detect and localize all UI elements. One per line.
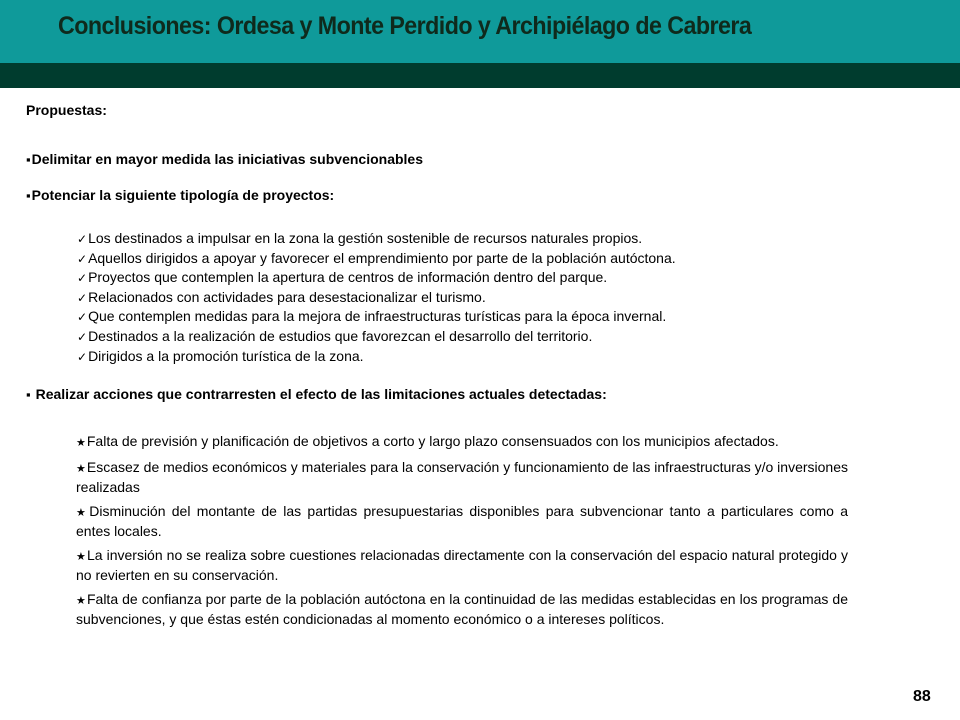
project-types-list xyxy=(77,229,777,366)
title-band xyxy=(0,0,960,63)
slide-title: Conclusiones: Ordesa y Monte Perdido y Archipiélago de Cabrera xyxy=(58,12,752,40)
list-item: ✓ Aquellos dirigidos a apoyar y favorecer el emprendimiento por parte de la población autóctona. xyxy=(77,249,777,269)
list-item: ✓ Los destinados a impulsar en la zona la gestión sostenible de recursos naturales propios. xyxy=(77,229,777,249)
proposals-heading: Propuestas: xyxy=(26,102,107,118)
title-underline-band xyxy=(0,63,960,88)
list-item: ★ Falta de previsión y planificación de objetivos a corto y largo plazo consensuados con los municipios afectados. xyxy=(76,432,848,453)
proposal-delimit: ▪ Delimitar en mayor medida las iniciativas subvencionables xyxy=(26,151,423,167)
proposal-counteract: ▪ Realizar acciones que contrarresten el efecto de las limitaciones actuales detectadas: xyxy=(26,386,607,402)
page-number: 88 xyxy=(913,688,931,705)
list-item: ★ La inversión no se realiza sobre cuestiones relacionadas directamente con la conservación del espacio natural protegido y no revierten en su conservación. xyxy=(76,546,848,585)
list-item: ✓ Destinados a la realización de estudios que favorezcan el desarrollo del territorio. xyxy=(77,327,777,347)
limitations-list xyxy=(76,432,848,634)
list-item: ★ Escasez de medios económicos y materiales para la conservación y funcionamiento de las infraestructuras y/o inversiones realizadas xyxy=(76,458,848,497)
list-item: ✓ Que contemplen medidas para la mejora de infraestructuras turísticas para la época invernal. xyxy=(77,307,777,327)
list-item: ✓ Proyectos que contemplen la apertura de centros de información dentro del parque. xyxy=(77,268,777,288)
list-item: ✓ Relacionados con actividades para desestacionalizar el turismo. xyxy=(77,288,777,308)
list-item: ★ Disminución del montante de las partidas presupuestarias disponibles para subvencionar tanto a particulares como a entes locales. xyxy=(76,502,848,541)
proposal-promote: ▪ Potenciar la siguiente tipología de proyectos: xyxy=(26,187,334,203)
list-item: ✓ Dirigidos a la promoción turística de la zona. xyxy=(77,347,777,367)
list-item: ★ Falta de confianza por parte de la población autóctona en la continuidad de las medidas establecidas en los programas de subvenciones, y que éstas estén condicionadas al momento económico o a intereses políticos. xyxy=(76,590,848,629)
